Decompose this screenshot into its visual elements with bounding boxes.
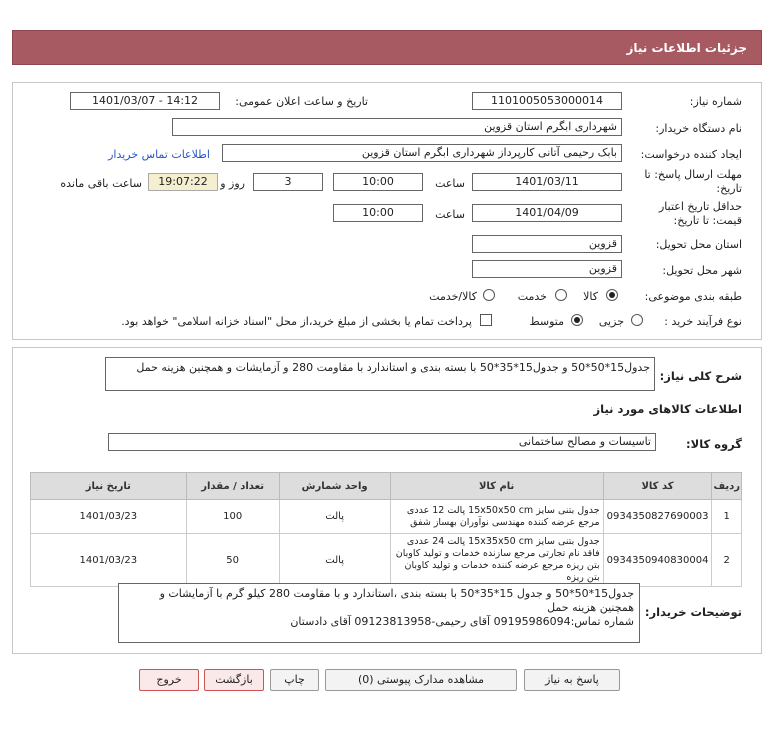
page-title: جزئیات اطلاعات نیاز	[626, 41, 747, 55]
category-goods-label: کالا	[583, 290, 598, 303]
remaining-time-field: 19:07:22	[148, 173, 218, 191]
item-qty: 50	[186, 534, 279, 587]
goods-group-field: تاسیسات و مصالح ساختمانی	[108, 433, 656, 451]
col-unit: واحد شمارش	[279, 473, 390, 500]
need-number-field: 1101005053000014	[472, 92, 622, 110]
buyer-org-label: نام دستگاه خریدار:	[655, 122, 742, 135]
item-name: جدول بتنی سایز 15x50x50 cm پالت 12 عددی مرجع عرضه کننده مهندسی نوآوران بهساز شفق	[390, 500, 603, 534]
delivery-province-label: استان محل تحویل:	[655, 238, 742, 251]
announce-field: 1401/03/07 - 14:12	[70, 92, 220, 110]
deadline-label-2: تاریخ:	[716, 182, 742, 195]
reply-button[interactable]: پاسخ به نیاز	[524, 669, 620, 691]
buyer-notes-line-1: جدول15*50*50 و جدول 15*35*50 با بسته بندی ،استاندارد و با مقاومت 280 کیلو گرم با آزمایشات و	[159, 587, 634, 600]
col-name: نام کالا	[390, 473, 603, 500]
goods-info-title: اطلاعات کالاهای مورد نیاز	[593, 402, 742, 416]
buyer-notes-box	[118, 583, 640, 643]
col-qty: تعداد / مقدار	[186, 473, 279, 500]
exit-button[interactable]: خروج	[139, 669, 199, 691]
process-label: نوع فرآیند خرید :	[664, 315, 742, 328]
process-minor-radio[interactable]	[631, 314, 643, 326]
treasury-payment-checkbox[interactable]	[480, 314, 492, 326]
validity-date-field: 1401/04/09	[472, 204, 622, 222]
table-header-row	[31, 473, 742, 500]
process-medium-radio[interactable]	[571, 314, 583, 326]
goods-group-label: گروه کالا:	[686, 437, 742, 451]
buyer-org-field: شهرداری ابگرم استان قزوین	[172, 118, 622, 136]
days-field: 3	[253, 173, 323, 191]
item-date: 1401/03/23	[31, 534, 187, 587]
deadline-date-field: 1401/03/11	[472, 173, 622, 191]
buyer-notes-label: توضیحات خریدار:	[644, 605, 742, 619]
deadline-time-field: 10:00	[333, 173, 423, 191]
print-button[interactable]: چاپ	[270, 669, 319, 691]
category-label: طبقه بندی موضوعی:	[644, 290, 742, 303]
table-row	[31, 534, 742, 587]
col-code: کد کالا	[603, 473, 712, 500]
creator-field: بابک رحیمی آتانی کارپرداز شهرداری ابگرم استان قزوین	[222, 144, 622, 162]
item-code: 0934350940830004	[603, 534, 712, 587]
validity-time-label: ساعت	[435, 208, 465, 221]
table-row	[31, 500, 742, 534]
process-medium-label: متوسط	[529, 315, 564, 328]
row-number: 1	[712, 500, 742, 534]
item-date: 1401/03/23	[31, 500, 187, 534]
process-minor-label: جزیی	[598, 315, 624, 328]
category-goods-radio[interactable]	[606, 289, 618, 301]
row-number: 2	[712, 534, 742, 587]
deadline-label-1: مهلت ارسال پاسخ: تا	[644, 168, 742, 181]
item-unit: پالت	[279, 500, 390, 534]
category-service-label: خدمت	[517, 290, 547, 303]
validity-label-1: حداقل تاریخ اعتبار	[658, 200, 742, 213]
validity-label-2: قیمت: تا تاریخ:	[673, 214, 742, 227]
payment-note: پرداخت تمام یا بخشی از مبلغ خرید،از محل "اسناد خزانه اسلامی" خواهد بود.	[121, 315, 472, 328]
item-code: 0934350827690003	[603, 500, 712, 534]
deadline-time-label: ساعت	[435, 177, 465, 190]
attachments-button[interactable]: مشاهده مدارک پیوستی (0)	[325, 669, 517, 691]
validity-time-field: 10:00	[333, 204, 423, 222]
need-number-label: شماره نیاز:	[689, 95, 742, 108]
buyer-notes-line-3: شماره تماس:09195986094 آقای رحیمی-09123813958 آقای دادستان	[290, 615, 634, 628]
delivery-city-field: قزوین	[472, 260, 622, 278]
page-header	[12, 30, 762, 65]
goods-table	[30, 472, 742, 587]
category-service-radio[interactable]	[555, 289, 567, 301]
remaining-label: ساعت باقی مانده	[60, 177, 142, 190]
item-name: جدول بتنی سایز 15x35x50 cm پالت 24 عددی فاقد نام تجارتی مرجع سازنده خدمات و تولید کاوبان بتن ریزه مرجع عرضه کننده خدمات و تولید کاوبان بتن ریزه	[390, 534, 603, 587]
announce-label: تاریخ و ساعت اعلان عمومی:	[235, 95, 368, 108]
col-row: ردیف	[712, 473, 742, 500]
creator-label: ایجاد کننده درخواست:	[640, 148, 742, 161]
item-unit: پالت	[279, 534, 390, 587]
delivery-province-field: قزوین	[472, 235, 622, 253]
category-goods-service-label: کالا/خدمت	[429, 290, 477, 303]
category-goods-service-radio[interactable]	[483, 289, 495, 301]
summary-label: شرح کلی نیاز:	[659, 369, 742, 383]
days-label: روز و	[220, 177, 245, 190]
buyer-notes-line-2: همچنین هزینه حمل	[547, 601, 634, 614]
back-button[interactable]: بازگشت	[204, 669, 264, 691]
delivery-city-label: شهر محل تحویل:	[662, 264, 742, 277]
item-qty: 100	[186, 500, 279, 534]
buyer-contact-link[interactable]: اطلاعات تماس خریدار	[108, 148, 210, 161]
col-date: تاریخ نیاز	[31, 473, 187, 500]
summary-text: جدول15*50*50 و جدول15*35*50 با بسته بندی و استاندارد با مقاومت 280 و آزمایشات و همچنین هزینه حمل	[105, 357, 655, 391]
